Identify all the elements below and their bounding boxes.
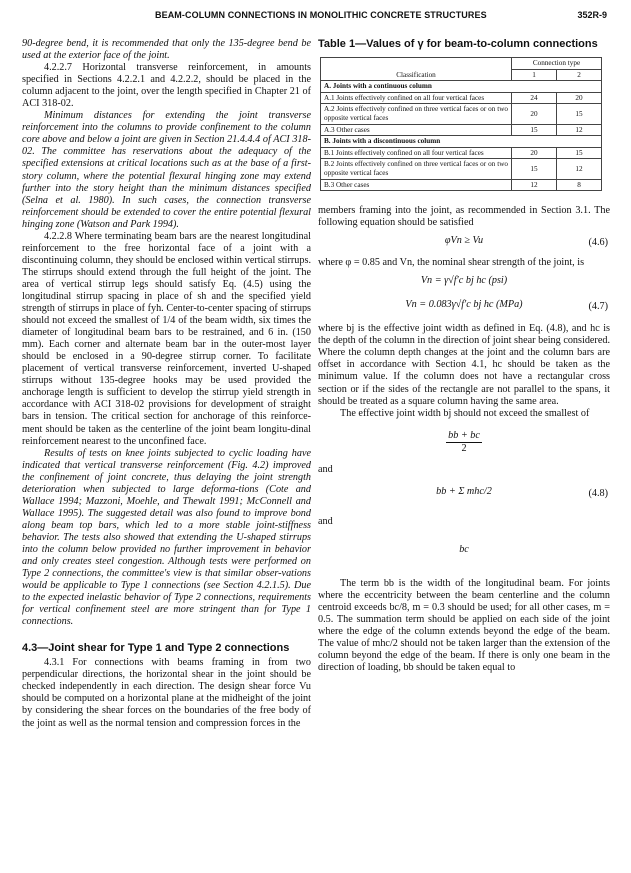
left-column [22,38,311,730]
paragraph-4-2-2-8: 4.2.2.8 Where terminating beam bars are the nearest longitudinal reinforcement to the free horizontal face of a joint with a discontinuing column, they should be enclosed within vertical stirrups. The stirrups should extend through the full height of the joint. The area of vertical stirrup legs should satisfy Eq. (4.5) using the longitudinal stirrup spacing in place of sh and the specified yield strength of stirrups in place of fyh. Center-to-center spacing of stirrups should not exceed the smallest of 1/4 of the beam width, six times the diameter of longitudinal beam bars to be restrained, and 6 in. (150 mm). Each corner and alternate beam bar in the outer-most layer should be enclosed in a 90-degree stirrup corner. To facilitate placement of vertical transverse reinforcement, inverted U-shaped stirrups without 135-degree hooks may be used provided the anchorage length is sufficient to develop the stirrup yield strength in accordance with ACI 318-02 provisions for development of straight bars in tension. The critical section for anchorage of this reinforce-ment should be taken as the centerline of the joint beam longitu-dinal reinforcement nearest to the unconfined face. [22,230,311,447]
type-2-value: 20 [557,92,602,104]
table-row [321,147,602,159]
equation-average-width [318,430,610,460]
equation-column-width [318,544,610,562]
paragraph-effective-width: The effective joint width bj should not exceed the smallest of [340,407,590,419]
equation-4-6 [318,235,610,253]
paragraph-minimum-distances: Minimum distances for extending the joint transverse reinforcement into the columns to provide confinement to the column core above and below a joint are given in Section 21.4.4.4 of ACI 318-02. The committee has reservations about the adequacy of the specified extensions at critical locations such as at the base of a first-story column, where the potential flexural hinging zone may extend further into the story height than the minimum distances specified (Selna et al. 1980). In such cases, the connection transverse reinforcement should be extended to cover the entire potential flexural hinging zone (Watson and Park 1994). [22,110,311,230]
running-head-title: BEAM-COLUMN CONNECTIONS IN MONOLITHIC CONCRETE STRUCTURES [155,10,487,20]
type-2-value: 15 [557,147,602,159]
paragraph-where-phi: where φ = 0.85 and Vn, the nominal shear strength of the joint, is [318,257,585,269]
table-header-row [321,58,602,70]
group-discontinuous-column: B. Joints with a discontinuous column [321,136,602,148]
paragraph-test-results: Results of tests on knee joints subjected to cyclic loading have indicated that vertical transverse reinforcement (Fig. 4.2) improved the confinement of joint concrete, thus delaying the joint strength deterioration when subjected to large deforma-tions (Cote and Wallace 1994; Mazzoni, Moehle, and Thewalt 1991; McConnell and Wallace 1995). The suggested detail was also found to improve bond along beam top bars, which led to a more stable joint-stiffness behavior. The tests also showed that extending the U-shaped stirrups into the column below provided no further improvement in behavior and only creates steel congestion. Although tests were performed on Type 2 connections, the committee's view is that similar obser-vations would be applicable to Type 1 connections (see Section 4.2.1.5). Due to the expected inelastic behavior of Type 2 connections, requirements for vertical confinement steel are more stringent than for Type 1 connections. [22,447,311,628]
header-type-1: 1 [512,69,557,81]
table-row [321,104,602,124]
equation-4-8 [318,486,610,508]
type-1-value: 12 [512,179,557,191]
equation-4-8-number: (4.8) [588,487,608,499]
table-row [321,179,602,191]
equation-4-7-number: (4.7) [588,301,608,313]
equation-mpa-expression: Vn = 0.083γ√f′c bj hc (MPa) [405,299,523,311]
row-label: B.3 Other cases [321,179,512,191]
group-continuous-column: A. Joints with a continuous column [321,81,602,93]
type-1-value: 20 [512,147,557,159]
type-2-value: 12 [557,124,602,136]
intro-paragraph: 90-degree bend, it is recommended that only the 135-degree bend be used at the exterior face of the joint. [22,38,311,62]
paragraph-members-framing: members framing into the joint, as recommended in Section 3.1. The following equation should be satisfied [318,205,610,229]
and-label: and [318,515,333,527]
table-row [321,92,602,104]
equation-psi-expression: Vn = γ√f′c bj hc (psi) [420,275,508,287]
type-1-value: 15 [512,124,557,136]
type-1-value: 24 [512,92,557,104]
table-title: Table 1—Values of γ for beam-to-column connections [318,38,598,50]
gamma-values-table [320,57,602,191]
paragraph-4-3-1: 4.3.1 For connections with beams framing in from two perpendicular directions, the horizontal shear in the joint should be checked independently in each direction. The design shear force Vu should be computed on a horizontal plane at the midheight of the joint by considering the shear forces on the boundaries of the free body of the joint as well as the normal tension and compression forces in the [22,657,311,729]
header-type-2: 2 [557,69,602,81]
table-row [321,124,602,136]
equation-4-7 [318,299,610,317]
equation-4-6-number: (4.6) [588,237,608,249]
equation-psi [318,275,610,293]
type-1-value: 15 [512,159,557,179]
section-heading-4-3: 4.3—Joint shear for Type 1 and Type 2 connections [22,642,290,655]
type-2-value: 12 [557,159,602,179]
row-label: A.2 Joints effectively confined on three vertical faces or on two opposite vertical faces [321,104,512,124]
type-2-value: 15 [557,104,602,124]
table-group-row [321,136,602,148]
type-1-value: 20 [512,104,557,124]
equation-4-8-expression: bb + Σ mhc/2 [436,485,492,497]
table-group-row [321,81,602,93]
equation-bc-expression: bc [459,543,469,555]
fraction-denominator: 2 [461,442,467,454]
page-number: 352R-9 [577,10,607,20]
header-connection-type: Connection type [512,58,602,70]
paragraph-term-bb: The term bb is the width of the longitudinal beam. For joints where the eccentricity between the beam centerline and the column centroid exceeds bc/8, m = 0.3 should be used; for all other cases, m = 0.5. The summation term should be applied on each side of the joint where the edge of the column extends beyond the edge of the beam. The value of mhc/2 should not be taken larger than the extension of the column beyond the edge of the beam. If there is only one beam in the direction of loading, bb should be taken equal to [318,577,610,673]
and-label: and [318,463,333,475]
fraction-numerator: bb + bc [446,430,482,443]
equation-4-6-expression: φVn ≥ Vu [444,235,484,247]
paragraph-4-2-2-7: 4.2.2.7 Horizontal transverse reinforcement, in amounts specified in Sections 4.2.2.1 and 4.2.2.2, should be placed in the column adjacent to the joint, over the length specified in Chapter 21 of ACI 318-02. [22,62,311,110]
table-row [321,159,602,179]
paragraph-where-bj: where bj is the effective joint width as defined in Eq. (4.8), and hc is the depth of the column in the direction of joint shear being considered. Where the column depth changes at the joint and the column bars are offset in accordance with Section 4.1, hc should be taken as the minimum value. If the column does not have a rectangular cross section or if the sides of the rectangle are not parallel to the spans, it should be treated as a square column having the same area. [318,323,610,407]
right-column [318,38,610,674]
running-head [0,8,631,26]
row-label: B.2 Joints effectively confined on three vertical faces or on two opposite vertical faces [321,159,512,179]
row-label: A.3 Other cases [321,124,512,136]
row-label: A.1 Joints effectively confined on all four vertical faces [321,92,512,104]
type-2-value: 8 [557,179,602,191]
header-classification: Classification [321,58,512,81]
row-label: B.1 Joints effectively confined on all four vertical faces [321,147,512,159]
